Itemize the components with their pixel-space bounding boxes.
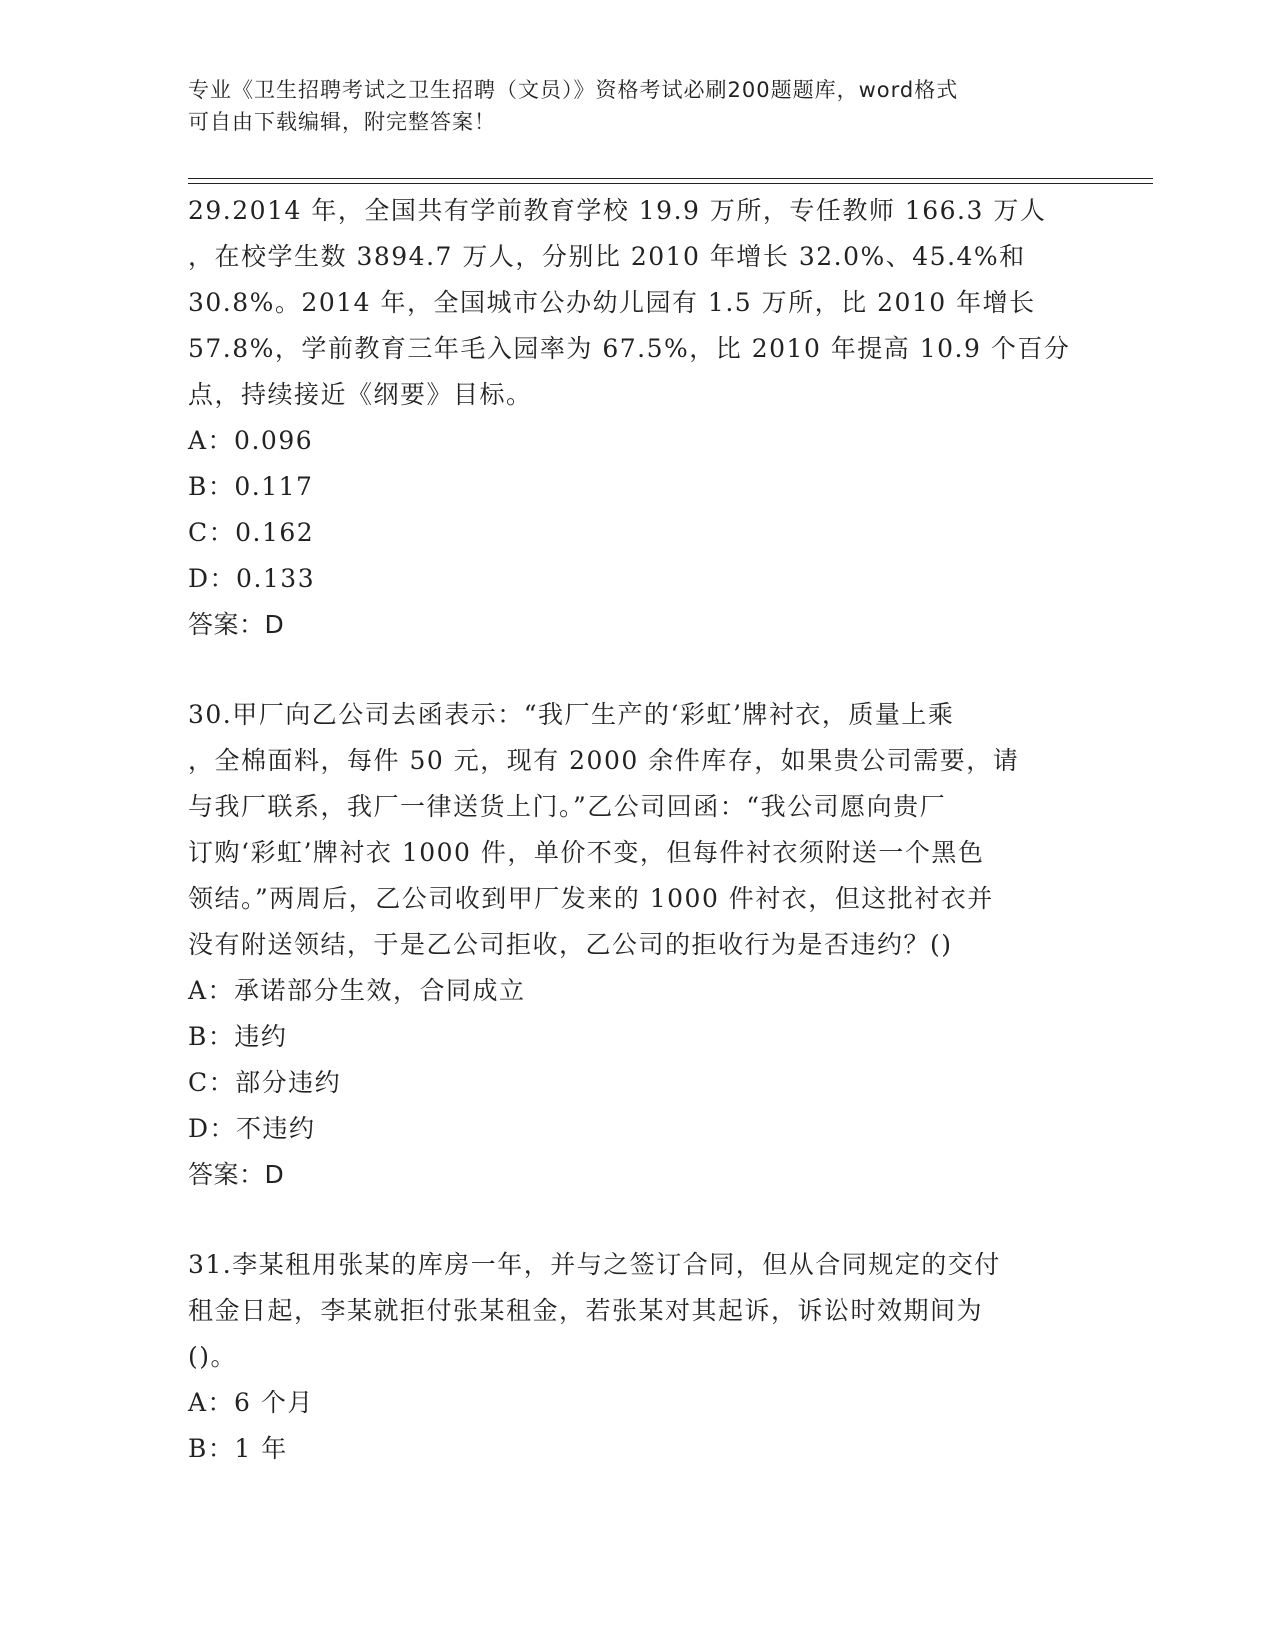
option-d: D：0.133	[188, 564, 316, 593]
option-b: B：0.117	[188, 472, 314, 501]
question-31	[188, 1242, 1088, 1472]
question-30	[188, 692, 1088, 1198]
question-text-line: 租金日起，李某就拒付张某租金，若张某对其起诉，诉讼时效期间为	[188, 1296, 984, 1325]
question-text-line: 与我厂联系，我厂一律送货上门。”乙公司回函：“我公司愿向贵厂	[188, 792, 947, 821]
question-text-line: 31.李某租用张某的库房一年，并与之签订合同，但从合同规定的交付	[188, 1250, 1001, 1279]
option-b: B：违约	[188, 1022, 288, 1051]
question-text-line: 领结。”两周后，乙公司收到甲厂发来的 1000 件衬衣，但这批衬衣并	[188, 884, 994, 913]
option-a: A：0.096	[188, 426, 314, 455]
header-divider-top	[188, 178, 1153, 179]
option-c: C：部分违约	[188, 1068, 342, 1097]
document-header	[188, 74, 1068, 138]
header-title-line-2: 可自由下载编辑，附完整答案！	[188, 110, 496, 134]
option-d: D：不违约	[188, 1114, 316, 1143]
question-29	[188, 188, 1088, 648]
question-text-line: ，全棉面料，每件 50 元，现有 2000 余件库存，如果贵公司需要，请	[188, 746, 1020, 775]
question-spacer	[188, 648, 1088, 692]
question-text-line: 30.甲厂向乙公司去函表示：“我厂生产的‘彩虹’牌衬衣，质量上乘	[188, 700, 955, 729]
option-c: C：0.162	[188, 518, 315, 547]
question-list	[188, 188, 1088, 1472]
option-a: A：承诺部分生效，合同成立	[188, 976, 526, 1005]
question-text-line: ，在校学生数 3894.7 万人，分别比 2010 年增长 32.0%、45.4%和	[188, 242, 1026, 271]
question-text-line: 29.2014 年，全国共有学前教育学校 19.9 万所，专任教师 166.3 万人	[188, 196, 1047, 225]
header-divider-bottom	[188, 183, 1153, 184]
answer-line: 答案：D	[188, 610, 285, 639]
answer-line: 答案：D	[188, 1160, 285, 1189]
question-text-line: 点，持续接近《纲要》目标。	[188, 380, 533, 409]
option-a: A：6 个月	[188, 1388, 314, 1417]
question-text-line: 57.8%，学前教育三年毛入园率为 67.5%，比 2010 年提高 10.9 个百分	[188, 334, 1071, 363]
question-text-line: 30.8%。2014 年，全国城市公办幼儿园有 1.5 万所，比 2010 年增长	[188, 288, 1036, 317]
question-text-line: ()。	[188, 1342, 238, 1371]
question-text-line: 没有附送领结，于是乙公司拒收，乙公司的拒收行为是否违约？()	[188, 930, 953, 959]
header-title-line-1: 专业《卫生招聘考试之卫生招聘（文员）》资格考试必刷200题题库，word格式	[188, 78, 959, 102]
question-text-line: 订购‘彩虹’牌衬衣 1000 件，单价不变，但每件衬衣须附送一个黑色	[188, 838, 985, 867]
option-b: B：1 年	[188, 1434, 288, 1463]
question-spacer	[188, 1198, 1088, 1242]
